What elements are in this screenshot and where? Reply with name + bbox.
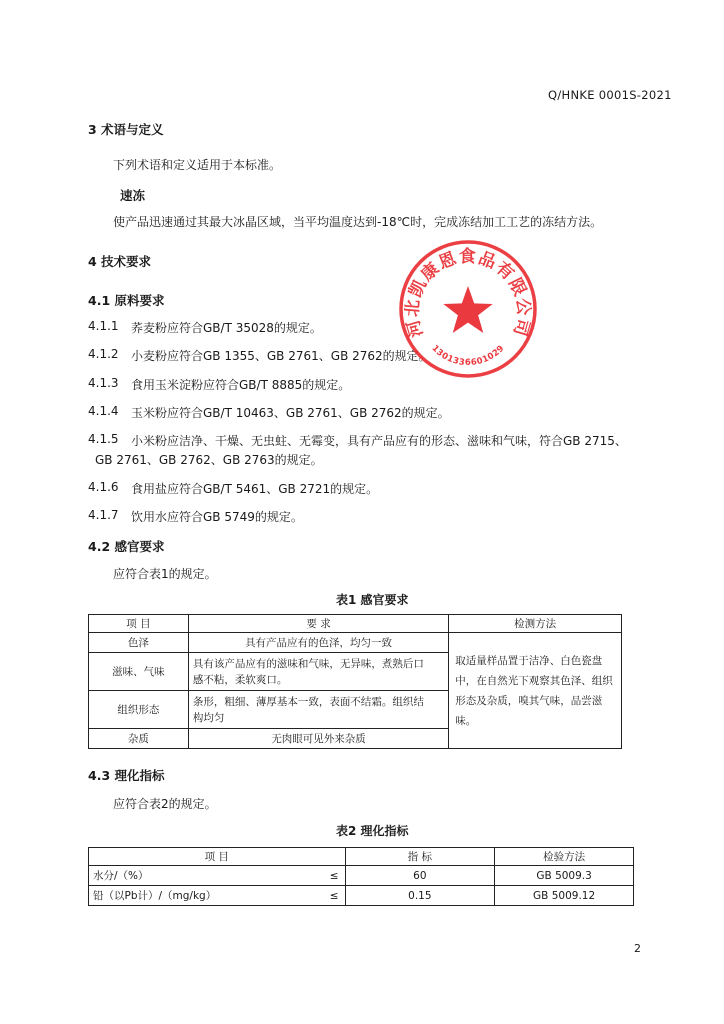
section-4-1-heading: 4.1 原料要求 (88, 293, 165, 308)
clause-text: 小米粉应洁净、干燥、无虫蛀、无霉变，具有产品应有的形态、滋味和气味，符合GB 2715、 (131, 434, 627, 448)
row-requirement (188, 653, 448, 691)
row-value: 60 (345, 866, 495, 886)
clause-number: 4.1.7 (88, 508, 119, 522)
clause-text: 食用盐应符合GB/T 5461、GB 2721的规定。 (131, 482, 379, 496)
company-seal-stamp (397, 238, 539, 380)
req-line: 构均匀 (192, 711, 225, 724)
table-row (89, 633, 622, 653)
item-label: 水分/（%） (93, 869, 149, 882)
clause-number: 4.1.6 (88, 480, 119, 494)
clause-number: 4.1.5 (88, 432, 119, 446)
section-4-3-heading: 4.3 理化指标 (88, 768, 165, 783)
row-item (89, 866, 346, 886)
header-requirement: 要 求 (188, 615, 448, 633)
clause-text: 饮用水应符合GB 5749的规定。 (131, 510, 303, 524)
clause-number: 4.1.4 (88, 404, 119, 418)
clause-number: 4.1.1 (88, 319, 119, 333)
detection-method (449, 633, 622, 749)
less-equal-symbol: ≤ (329, 889, 339, 902)
table-2-caption: 表2 理化指标 (336, 824, 409, 838)
seal-star-icon (443, 286, 492, 333)
section-3-intro: 下列术语和定义适用于本标准。 (113, 158, 282, 172)
section-4-heading: 4 技术要求 (88, 254, 152, 269)
row-item: 杂质 (89, 729, 189, 749)
method-line: 取适量样品置于洁净、白色瓷盘 (455, 654, 603, 667)
term-title: 速冻 (120, 188, 146, 203)
req-line: 具有该产品应有的滋味和气味，无异味，煮熟后口 (192, 657, 424, 670)
clause-number: 4.1.3 (88, 376, 119, 390)
req-line: 感不粘，柔软爽口。 (192, 673, 288, 686)
clause-text-continued: GB 2761、GB 2762、GB 2763的规定。 (95, 453, 323, 467)
header-index: 指 标 (345, 848, 495, 866)
row-item: 组织形态 (89, 691, 189, 729)
table-row (89, 886, 634, 906)
row-requirement (188, 691, 448, 729)
row-requirement: 具有产品应有的色泽，均匀一致 (188, 633, 448, 653)
method-line: 形态及杂质，嗅其气味，品尝滋味。 (455, 694, 603, 727)
header-item: 项 目 (89, 615, 189, 633)
row-item (89, 886, 346, 906)
table-1-caption: 表1 感官要求 (336, 593, 409, 607)
document-code: Q/HNKE 0001S-2021 (548, 88, 672, 102)
table-header-row (89, 615, 622, 633)
table-1 (88, 614, 622, 749)
row-item: 滋味、气味 (89, 653, 189, 691)
header-method: 检测方法 (449, 615, 622, 633)
seal-ring-text: 河北凯康恩食品有限公司 (402, 247, 534, 340)
section-4-2-heading: 4.2 感官要求 (88, 539, 165, 554)
section-4-3-intro: 应符合表2的规定。 (113, 797, 217, 811)
term-definition: 使产品迅速通过其最大冰晶区域，当平均温度达到-18℃时，完成冻结加工工艺的冻结方法。 (113, 215, 603, 229)
header-item: 项 目 (89, 848, 346, 866)
less-equal-symbol: ≤ (329, 869, 339, 882)
clause-text: 玉米粉应符合GB/T 10463、GB 2761、GB 2762的规定。 (131, 406, 450, 420)
table-row (89, 866, 634, 886)
section-3-heading: 3 术语与定义 (88, 122, 164, 137)
row-value: 0.15 (345, 886, 495, 906)
section-4-2-intro: 应符合表1的规定。 (113, 567, 217, 581)
clause-text: 小麦粉应符合GB 1355、GB 2761、GB 2762的规定。 (131, 349, 431, 363)
item-label: 铅（以Pb计）/（mg/kg） (93, 889, 217, 902)
row-method: GB 5009.3 (495, 866, 634, 886)
seal-number: 1301336601029 (429, 343, 507, 369)
page-number: 2 (634, 942, 641, 955)
clause-text: 荞麦粉应符合GB/T 35028的规定。 (131, 321, 322, 335)
clause-number: 4.1.2 (88, 347, 119, 361)
req-line: 条形，粗细、薄厚基本一致，表面不结霜。组织结 (192, 695, 424, 708)
row-item: 色泽 (89, 633, 189, 653)
row-requirement: 无肉眼可见外来杂质 (188, 729, 448, 749)
row-method: GB 5009.12 (495, 886, 634, 906)
header-method: 检验方法 (495, 848, 634, 866)
clause-text: 食用玉米淀粉应符合GB/T 8885的规定。 (131, 378, 351, 392)
table-header-row (89, 848, 634, 866)
table-2 (88, 847, 634, 906)
method-line: 中，在自然光下观察其色泽、组织 (455, 674, 613, 687)
